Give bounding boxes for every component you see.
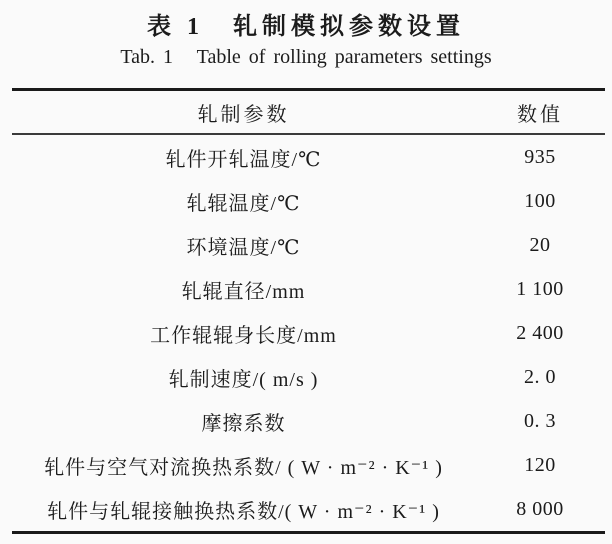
- param-cell: 轧辊直径/mm: [181, 280, 306, 303]
- table-caption-en: Tab. 1 Table of rolling parameters settings: [120, 46, 492, 68]
- value-cell: 0. 3: [524, 409, 556, 432]
- param-cell: 环境温度/℃: [186, 236, 301, 259]
- table-row: [12, 311, 605, 355]
- value-cell: 2. 0: [524, 365, 556, 388]
- table-row: [12, 443, 605, 487]
- value-cell: 935: [524, 145, 556, 168]
- value-cell: 120: [524, 453, 556, 476]
- param-cell: 轧辊温度/℃: [186, 192, 301, 215]
- table-row: [12, 223, 605, 267]
- value-cell: 1 100: [516, 277, 564, 300]
- table-row: [12, 179, 605, 223]
- param-cell: 摩擦系数: [201, 412, 286, 435]
- table-row: [12, 399, 605, 443]
- param-cell: 轧制速度/( m/s ): [168, 368, 319, 391]
- value-cell: 20: [529, 233, 551, 256]
- rolling-parameters-table: [12, 88, 605, 534]
- table-row: [12, 487, 605, 531]
- column-header-value: 数值: [517, 103, 563, 126]
- value-cell: 8 000: [516, 497, 564, 520]
- table-row: [12, 135, 605, 179]
- table-row: [12, 355, 605, 399]
- column-header-param: 轧制参数: [197, 103, 290, 126]
- value-cell: 2 400: [516, 321, 564, 344]
- param-cell: 轧件与轧辊接触换热系数/( W · m⁻² · K⁻¹ ): [47, 500, 440, 523]
- param-cell: 工作辊辊身长度/mm: [150, 324, 337, 347]
- table-caption-zh: 表 1 轧制模拟参数设置: [147, 14, 465, 40]
- value-cell: 100: [524, 189, 556, 212]
- table-header-row: [12, 91, 605, 135]
- param-cell: 轧件开轧温度/℃: [165, 148, 322, 171]
- table-row: [12, 267, 605, 311]
- param-cell: 轧件与空气对流换热系数/ ( W · m⁻² · K⁻¹ ): [44, 456, 443, 479]
